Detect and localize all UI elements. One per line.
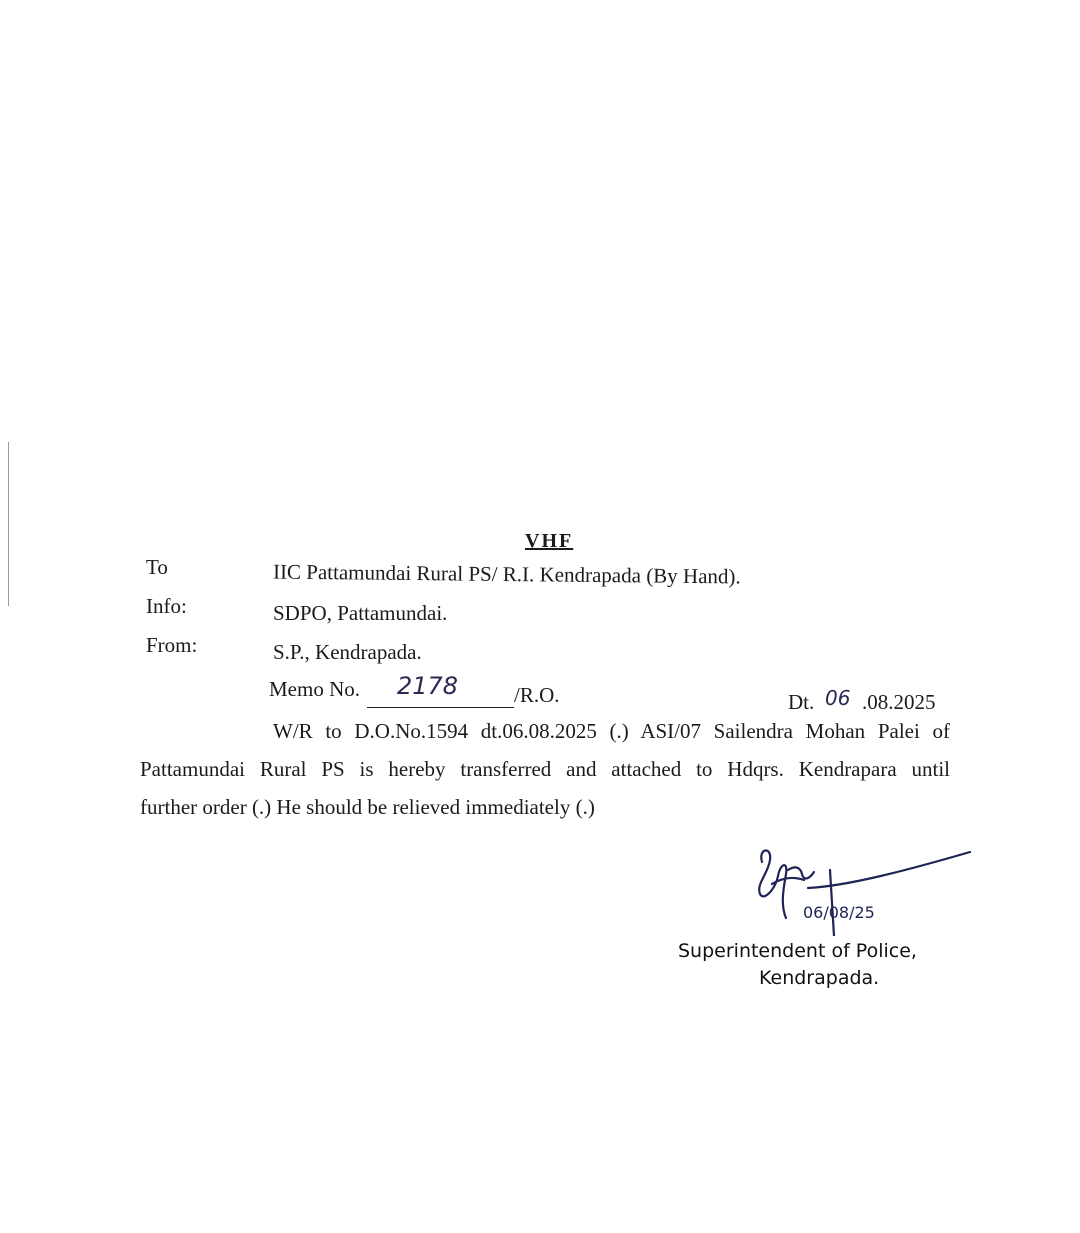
from-label: From:	[146, 633, 198, 657]
date-label: Dt.	[788, 690, 815, 714]
scan-edge-line	[8, 442, 9, 606]
info-label: Info:	[146, 594, 187, 618]
from-value: S.P., Kendrapada.	[273, 640, 422, 664]
memo-suffix: /R.O.	[514, 683, 560, 707]
signatory-designation: Superintendent of Police,	[678, 940, 917, 962]
signature-mark	[748, 840, 973, 936]
signatory-place: Kendrapada.	[759, 967, 880, 989]
date-month-year: .08.2025	[862, 690, 936, 714]
memo-number: 2178	[397, 672, 459, 700]
body-line-1: W/R to D.O.No.1594 dt.06.08.2025 (.) ASI/07 Sailendra Mohan Palei of	[273, 719, 950, 743]
date-day: 06	[825, 686, 851, 710]
body-line-3: further order (.) He should be relieved immediately (.)	[140, 795, 595, 819]
memo-number-underline	[367, 707, 514, 708]
info-value: SDPO, Pattamundai.	[273, 601, 448, 625]
document-heading: VHF	[525, 530, 574, 552]
memo-no-label: Memo No.	[269, 677, 360, 701]
to-label: To	[146, 555, 168, 579]
to-value: IIC Pattamundai Rural PS/ R.I. Kendrapada (By Hand).	[272, 559, 741, 589]
signature-date: 06/08/25	[803, 903, 875, 922]
memo-body	[140, 712, 950, 826]
body-line-2: Pattamundai Rural PS is hereby transferred and attached to Hdqrs. Kendrapara until	[140, 757, 950, 781]
